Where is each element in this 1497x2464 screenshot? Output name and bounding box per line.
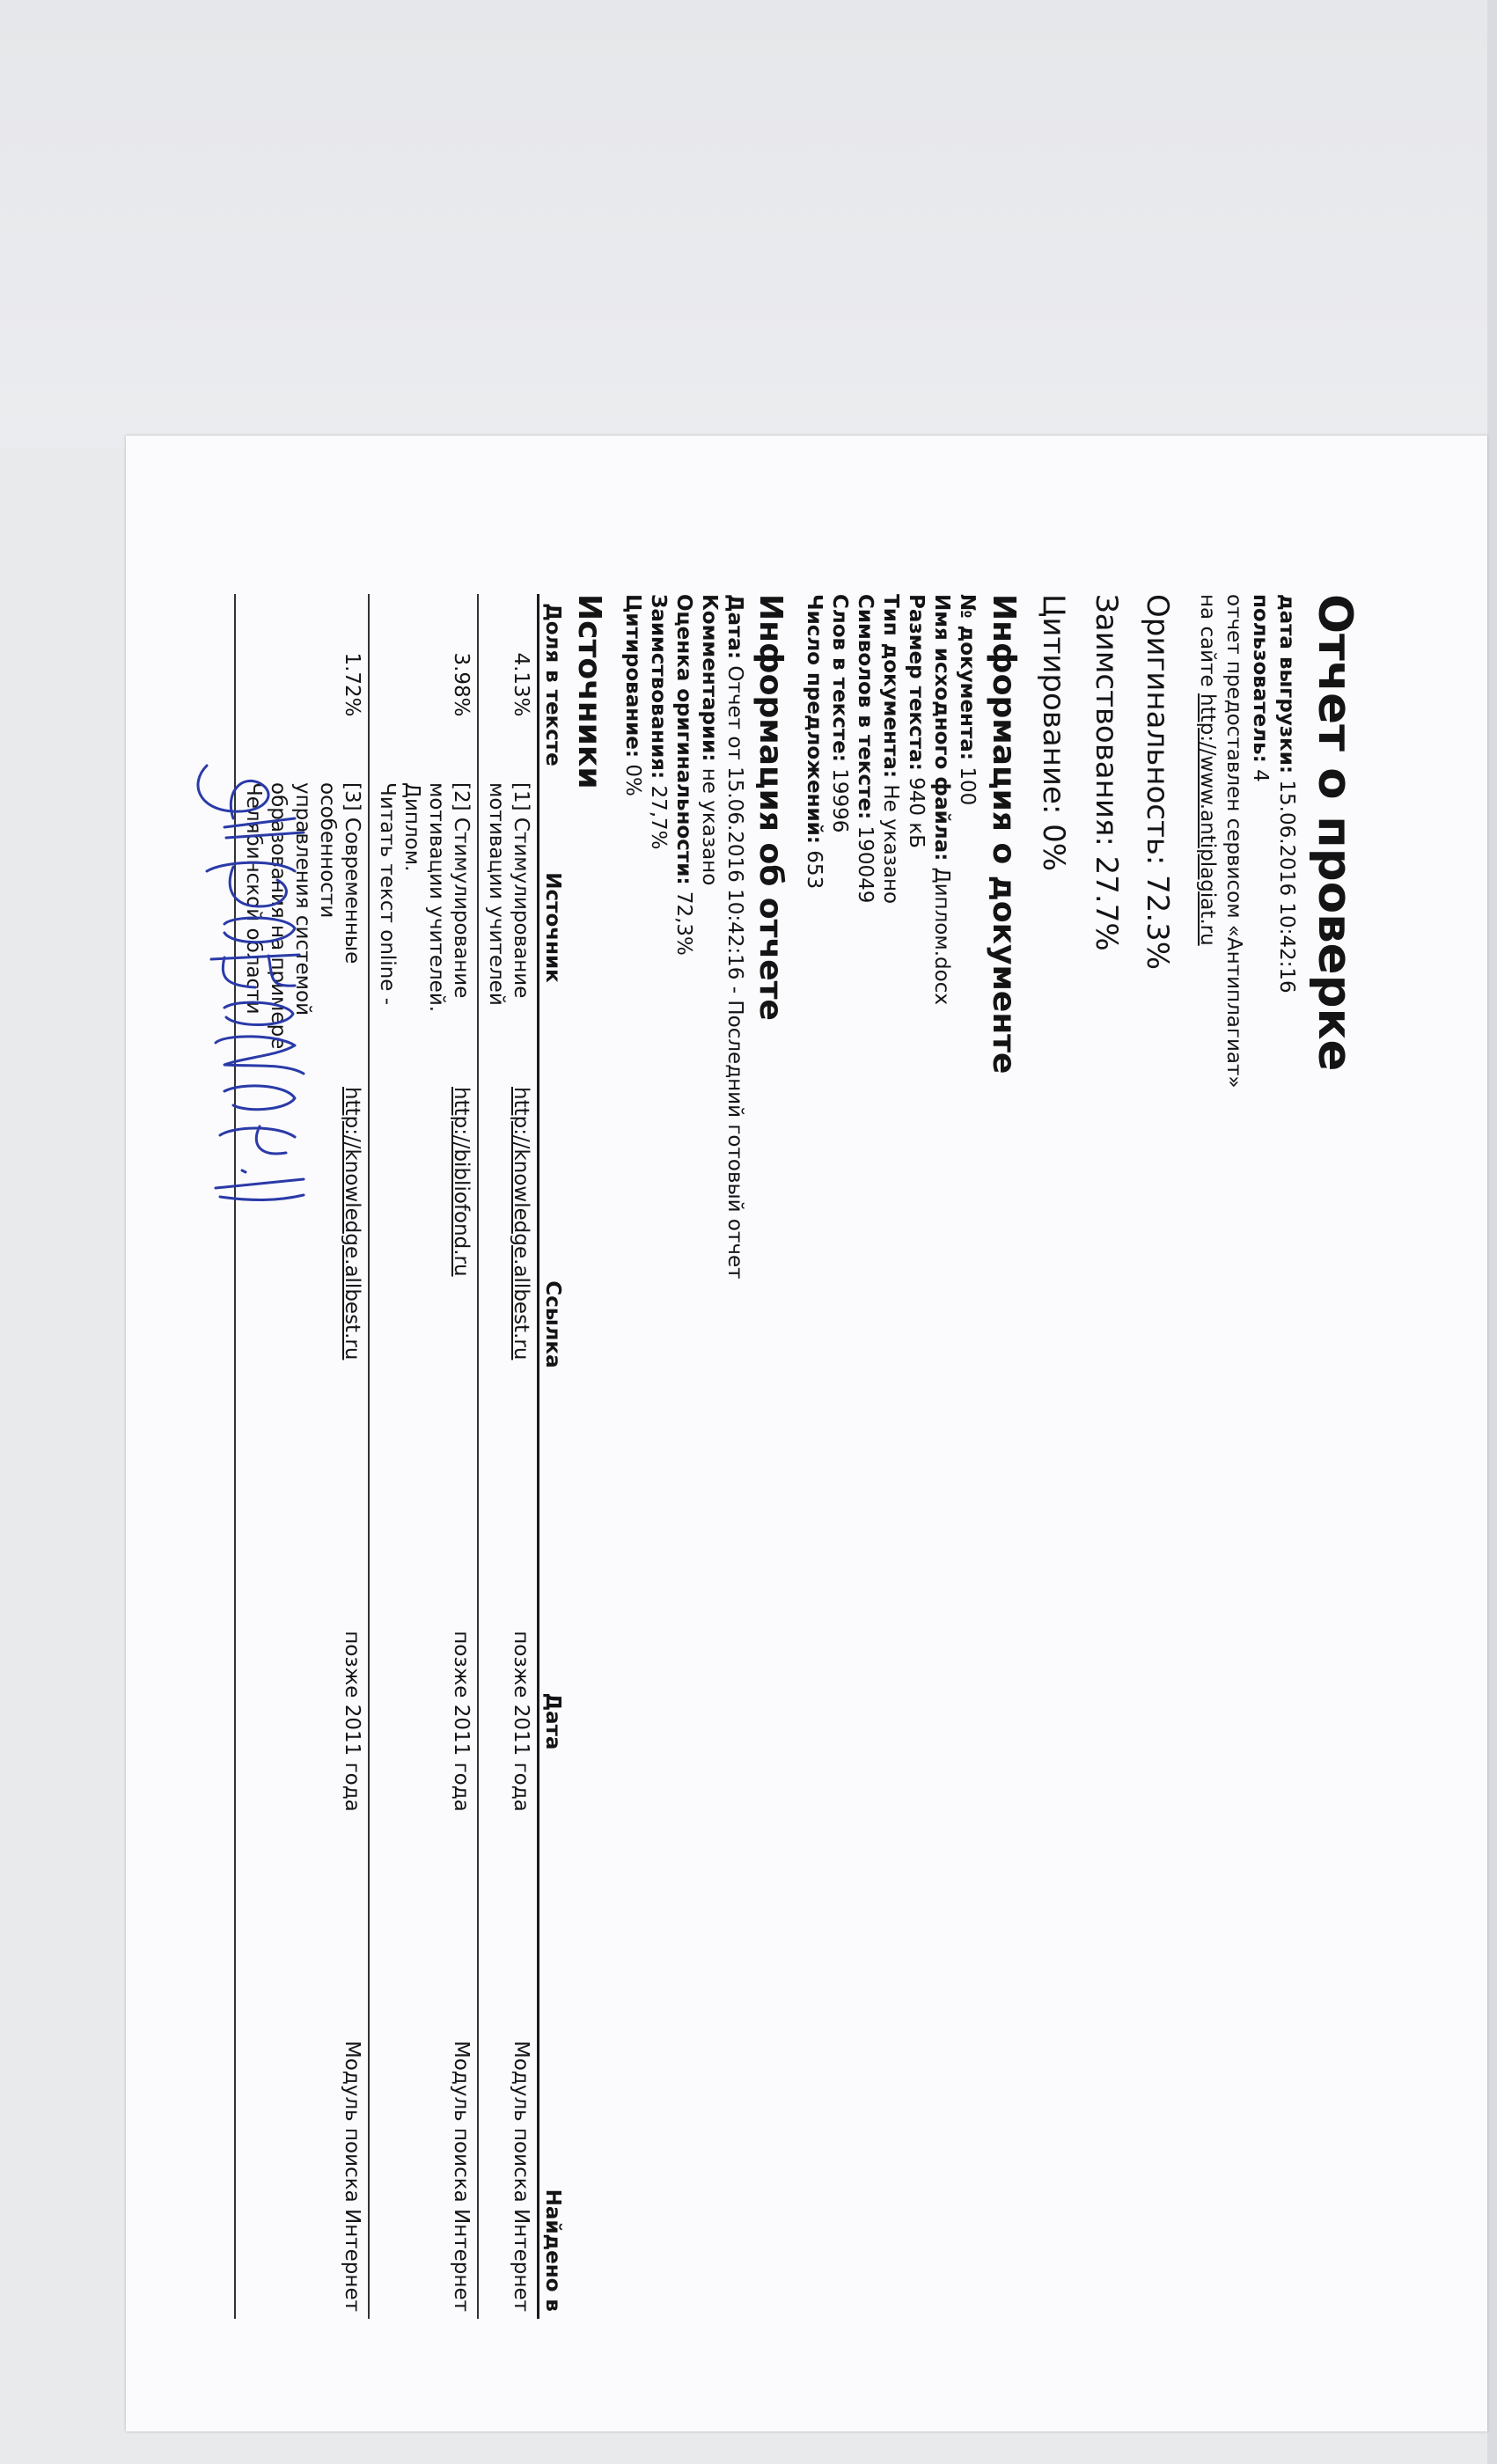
- doc-filename-label: Имя исходного файла:: [930, 594, 954, 862]
- sources-header-row: [538, 594, 566, 2319]
- col-header-source: Источник: [538, 775, 566, 1080]
- source-title: [478, 775, 539, 1080]
- report-comments-label: Комментарии:: [697, 594, 721, 762]
- source-found-in: Модуль поиска Интернет: [369, 1874, 478, 2319]
- report-citation-line: [620, 594, 645, 2398]
- borrowing-summary: Заимствования: 27.7%: [1088, 594, 1124, 951]
- site-line: [1194, 594, 1221, 2398]
- signature-stroke: [220, 1126, 295, 1154]
- doc-words-value: 19996: [828, 768, 852, 833]
- signature-stroke: [207, 862, 295, 906]
- report-citation-label: Цитирование:: [620, 594, 644, 759]
- upload-date-label: дата выгрузки:: [1274, 594, 1298, 774]
- signature-stroke: [224, 818, 304, 838]
- source-link[interactable]: http://bibliofond.ru: [449, 1087, 473, 1277]
- source-share: 4.13%: [478, 594, 539, 775]
- report-comments-value: не указано: [697, 767, 721, 886]
- source-share: 1.72%: [235, 594, 369, 775]
- source-link[interactable]: http://knowledge.allbest.ru: [340, 1087, 363, 1360]
- signature-stroke: [216, 1179, 304, 1200]
- signature-stroke: [211, 955, 299, 987]
- report-date-value: Отчет от 15.06.2016 10:42:16 - Последний готовый отчет: [723, 665, 746, 1280]
- col-header-share: Доля в тексте: [538, 594, 566, 775]
- signature-stroke: [198, 766, 268, 818]
- report-originality-value: 72,3%: [671, 891, 695, 956]
- source-title: [369, 775, 478, 1080]
- handwritten-signature: [172, 757, 348, 1214]
- doc-size-value: 940 кБ: [905, 777, 928, 849]
- source-share: 3.98%: [369, 594, 478, 775]
- rotated-report-content: [241, 594, 1361, 2398]
- scanner-edge: [1487, 0, 1497, 2464]
- source-found-in: Модуль поиска Интернет: [235, 1874, 369, 2319]
- report-borrowing-line: [645, 594, 671, 2398]
- doc-size-label: Размер текста:: [905, 594, 928, 771]
- signature-stroke: [242, 1170, 246, 1172]
- source-date: позже 2011 года: [369, 1569, 478, 1874]
- source-found-in: Модуль поиска Интернет: [478, 1874, 539, 2319]
- report-title: Отчет о проверке: [1308, 594, 1361, 1072]
- doc-filename-value: Диплом.docx: [930, 867, 954, 1005]
- doc-sentences-line: [801, 594, 826, 2398]
- doc-chars-line: [852, 594, 877, 2398]
- source-link-cell: [369, 1080, 478, 1569]
- users-label: пользователь:: [1248, 594, 1272, 763]
- doc-chars-value: 190049: [854, 825, 877, 904]
- source-link[interactable]: http://knowledge.allbest.ru: [509, 1087, 532, 1360]
- report-citation-value: 0%: [620, 764, 644, 796]
- source-title-line: управления системой: [290, 782, 314, 1016]
- doc-words-label: Слов в тексте:: [828, 594, 852, 762]
- signature-stroke: [224, 1086, 295, 1110]
- source-title-line: Читать текст online -: [375, 782, 399, 1006]
- doc-number-value: 100: [956, 766, 980, 806]
- doc-sentences-label: Число предложений:: [803, 594, 826, 844]
- report-borrowing-value: 27,7%: [646, 785, 670, 850]
- doc-number-line: [954, 594, 980, 2398]
- doc-sentences-value: 653: [803, 850, 826, 890]
- source-title-line: [3] Современные особенности: [315, 782, 363, 964]
- service-line: отчет предоставлен сервисом «Антиплагиат»: [1222, 594, 1245, 1089]
- col-header-found: Найдено в: [538, 1874, 566, 2319]
- signature-stroke: [216, 1037, 304, 1074]
- users-line: [1247, 594, 1273, 2398]
- report-borrowing-label: Заимствования:: [646, 594, 670, 780]
- report-date-label: Дата:: [723, 594, 746, 660]
- upload-date-line: [1273, 594, 1300, 2398]
- doc-type-value: Не указано: [879, 784, 903, 905]
- doc-words-line: [826, 594, 852, 2398]
- source-link-cell: [478, 1080, 539, 1569]
- doc-info-heading: Информация о документе: [985, 594, 1022, 1074]
- site-link[interactable]: http://www.antiplagiat.ru: [1195, 693, 1219, 946]
- report-comments-line: [696, 594, 722, 2398]
- doc-number-label: № документа:: [956, 594, 980, 760]
- users-value: 4: [1248, 769, 1272, 782]
- source-date: позже 2011 года: [235, 1569, 369, 1874]
- doc-type-line: [877, 594, 903, 2398]
- doc-chars-label: Символов в тексте:: [854, 594, 877, 820]
- signature-stroke: [224, 1002, 293, 1024]
- source-title-line: [1] Стимулирование: [509, 782, 532, 999]
- source-date: позже 2011 года: [478, 1569, 539, 1874]
- col-header-date: Дата: [538, 1569, 566, 1874]
- signature-strokes: [198, 766, 304, 1200]
- table-row: [478, 594, 539, 2319]
- scanner-background: [0, 0, 1497, 449]
- col-header-link: Ссылка: [538, 1080, 566, 1569]
- doc-filename-line: [928, 594, 954, 2398]
- doc-size-line: [903, 594, 928, 2398]
- sources-heading: Источники: [570, 594, 607, 789]
- source-title-line: [2] Стимулирование: [449, 782, 473, 999]
- report-date-line: [722, 594, 747, 2398]
- report-info-heading: Информация об отчете: [752, 594, 789, 1021]
- originality-summary: Оригинальность: 72.3%: [1139, 594, 1175, 971]
- source-title-line: Челябинской области: [241, 782, 265, 1015]
- report-originality-label: Оценка оригинальности:: [671, 594, 695, 885]
- doc-type-label: Тип документа:: [879, 594, 903, 779]
- source-title-line: мотивации учителей. Диплом.: [400, 782, 448, 1013]
- source-title-line: мотивации учителей: [484, 782, 508, 1006]
- citation-summary: Цитирование: 0%: [1035, 594, 1071, 872]
- site-prefix: на сайте: [1195, 594, 1219, 687]
- upload-date-value: 15.06.2016 10:42:16: [1274, 780, 1298, 994]
- table-row: [369, 594, 478, 2319]
- report-originality-line: [671, 594, 696, 2398]
- source-title-line: образования на примере: [266, 782, 290, 1050]
- signature-stroke: [224, 918, 295, 942]
